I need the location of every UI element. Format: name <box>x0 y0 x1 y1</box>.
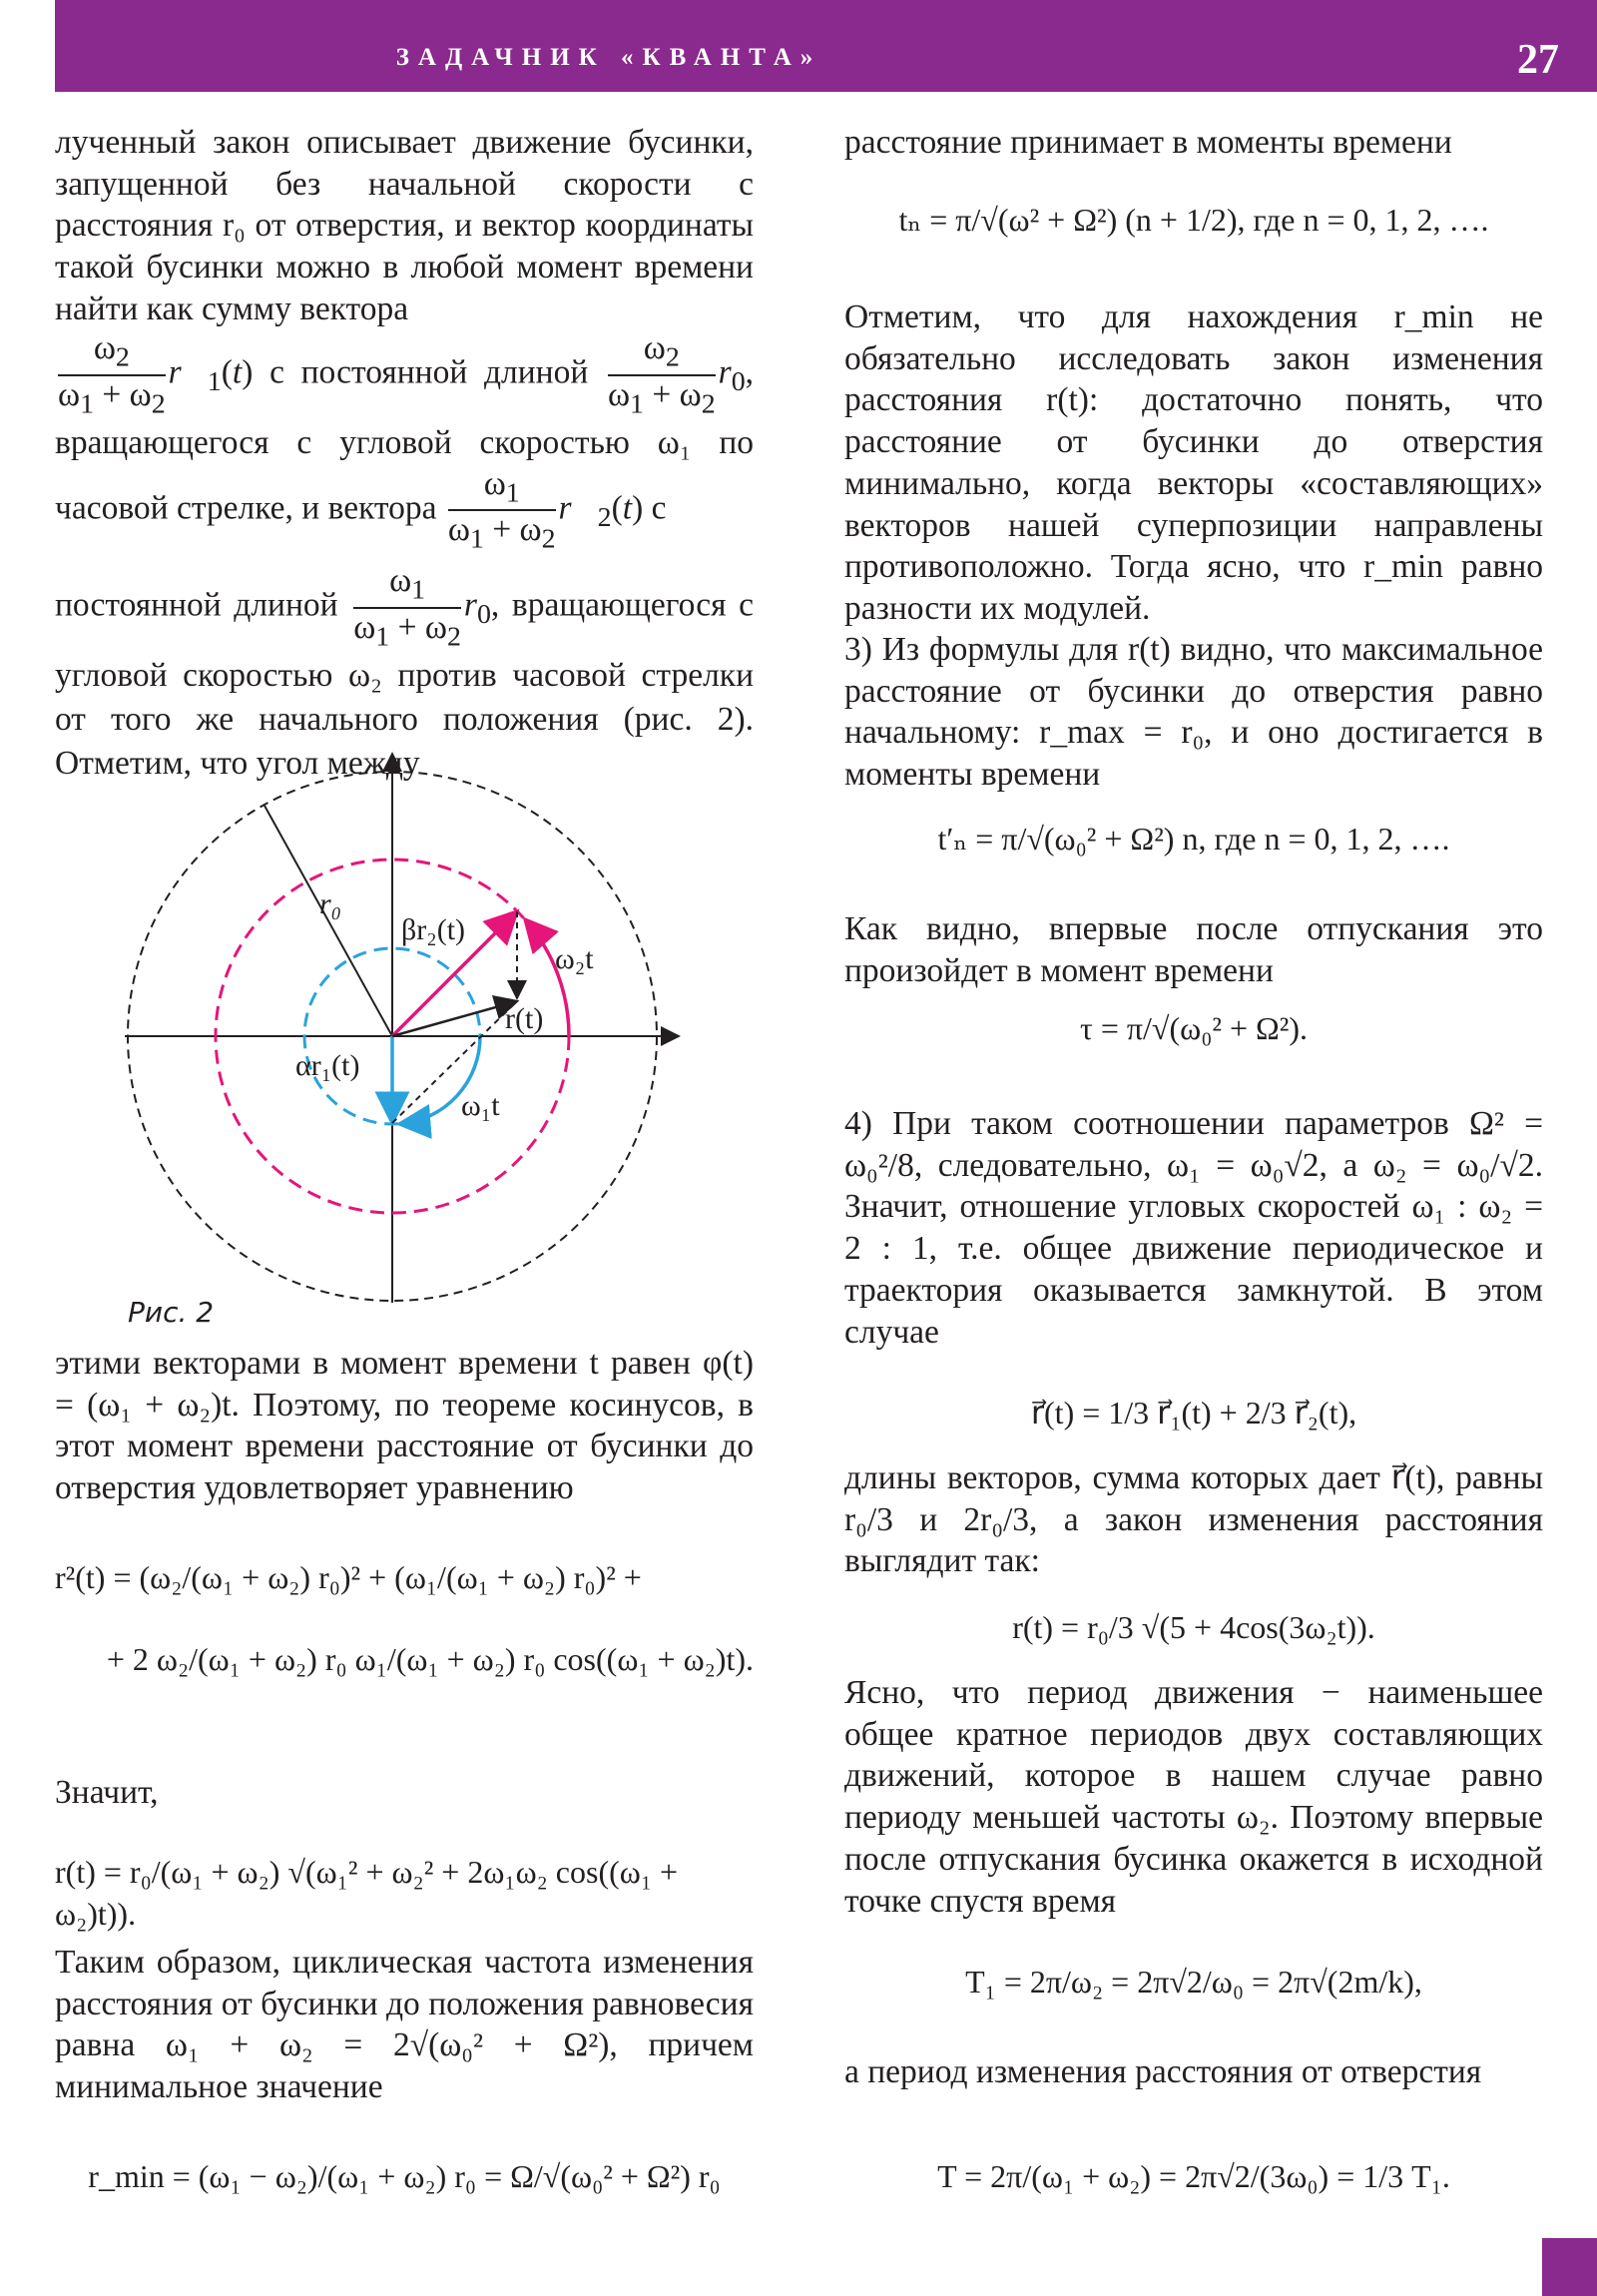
equation-T: T = 2π/(ω₁ + ω₂) = 2π√2/(3ω₀) = 1/3 T₁. <box>937 2158 1450 2194</box>
right-para-4: Как видно, впервые после отпускания это произойдет в момент времени <box>844 910 1543 989</box>
left-text-rotating: вращающегося с угловой скоростью ω₁ по часовой стрелке, и вектора <box>55 423 754 527</box>
left-text-const-len-2: постоянной длиной <box>55 586 338 624</box>
right-para-5: 4) При таком соотношении параметров Ω² = ω₀²/8, следовательно, ω₁ = ω₀√2, а ω₂ = ω₀/√2. Значит, отношение угловых скоростей ω₁ : ω₂ = 2 : 1, т.е. общее движение периодическое и траектория оказывается замкнутой. В этом случае <box>844 1105 1543 1351</box>
r0-radius <box>265 806 392 1036</box>
equation-t-n: tₙ = π/√(ω² + Ω²) (n + 1/2), где n = 0, 1, 2, …. <box>898 202 1489 238</box>
frac-w2-over-sum: $\frac{\omega_2}{\omega_1 + \omega_2}$ <box>58 329 166 420</box>
right-para-6: длины векторов, сумма которых дает r⃗(t), равны r₀/3 и 2r₀/3, а закон изменения расстояния выглядит так: <box>844 1459 1543 1580</box>
right-para-7: Ясно, что период движения − наименьшее общее кратное периодов двух составляющих движений, которое в нашем случае равно периоду меньшей частоты ω₂. Поэтому впервые после отпускания бусинка окажется в исходной точке спустя время <box>844 1674 1543 1920</box>
equation-t-n-prime: t′ₙ = π/√(ω₀² + Ω²) n, где n = 0, 1, 2, …. <box>937 821 1450 857</box>
label-r0: r₀ <box>319 887 342 920</box>
right-para-8: а период изменения расстояния от отверстия <box>844 2053 1482 2090</box>
page-number: 27 <box>1517 37 1559 83</box>
left-para-1: лученный закон описывает движение бусинки, запущенной без начальной скорости с расстояния r₀ от отверстия, и вектор координаты такой бусинки можно в любой момент времени найти как сумму вектора <box>55 124 754 327</box>
equation-tau: τ = π/√(ω₀² + Ω²). <box>1079 1010 1309 1046</box>
equation-r-closed: r(t) = r₀/3 √(5 + 4cos(3ω₂t)). <box>1012 1609 1375 1645</box>
right-para-1: расстояние принимает в моменты времени <box>844 124 1452 161</box>
label-rt: r(t) <box>505 1002 544 1035</box>
left-text-const-len: с постоянной длиной <box>269 353 589 391</box>
left-text-angle-intro: , вращающегося с угловой скоростью ω₂ против часовой стрелки от того же начального положения (рис. 2). Отметим, что угол между <box>55 586 754 782</box>
figure-2-diagram <box>110 744 689 1313</box>
equation-r-min: r_min = (ω₁ − ω₂)/(ω₁ + ω₂) r₀ = Ω/√(ω₀² + Ω²) r₀ <box>88 2158 721 2194</box>
running-header <box>55 0 1597 92</box>
left-column <box>55 122 754 330</box>
label-omega2t: ω₂t <box>555 942 594 975</box>
equation-T1: T₁ = 2π/ω₂ = 2π√2/ω₀ = 2π√(2m/k), <box>965 1964 1422 2000</box>
right-para-3: 3) Из формулы для r(t) видно, что максимальное расстояние от бусинки до отверстия равно начальному: r_max = r₀, и оно достигается в моменты времени <box>844 631 1543 794</box>
equation-r-squared-line1: r²(t) = (ω₂/(ω₁ + ω₂) r₀)² + (ω₁/(ω₁ + ω₂) r₀)² + <box>55 1559 642 1595</box>
equation-r-vector: r⃗(t) = 1/3 r⃗₁(t) + 2/3 r⃗₂(t), <box>1030 1395 1357 1431</box>
left-para-2: этими векторами в момент времени t равен φ(t) = (ω₁ + ω₂)t. Поэтому, по теореме косинусов, в этот момент времени расстояние от бусинки до отверстия удовлетворяет уравнению <box>55 1345 754 1507</box>
left-znachit: Значит, <box>55 1774 159 1811</box>
journal-title: ЗАДАЧНИК «КВАНТА» <box>395 44 822 71</box>
page-corner-tab <box>1542 2238 1597 2296</box>
left-para-3: Таким образом, циклическая частота изменения расстояния от бусинки до положения равновесия равна ω₁ + ω₂ = 2√(ω₀² + Ω²), причем минимальное значение <box>55 1944 754 2106</box>
left-vectors-block: $\frac{\omega_2}{\omega_1 + \omega_2}$ $r⃗_1(t)$ с постоянной длиной $\frac{\omega_2}{\omega_1 + \omega_2}$ $r_0$, вращающегося с угловой скоростью ω₁ по часовой стрелке, и вектора $\frac{\omega_1}{\omega_1 + \omega_2}$ $r⃗_2(t)$ с постоянной длиной $\frac{\omega_1}{\omega_1 + \omega_2}$ $r_0$, вращающегося с угловой скоростью ω₂ против часовой стрелки от того же начального положения (рис. 2). Отметим, что угол между <box>55 329 755 782</box>
label-omega1t: ω₁t <box>461 1089 500 1122</box>
label-alpha-r1: αr₁(t) <box>295 1049 360 1082</box>
equation-r-squared-line2: + 2 ω₂/(ω₁ + ω₂) r₀ ω₁/(ω₁ + ω₂) r₀ cos((ω₁ + ω₂)t). <box>106 1640 754 1677</box>
label-beta-r2: βr₂(t) <box>401 913 466 946</box>
figure-caption: Рис. 2 <box>128 1296 215 1329</box>
equation-r-of-t: r(t) = r₀/(ω₁ + ω₂) √(ω₁² + ω₂² + 2ω₁ω₂ cos((ω₁ + ω₂)t)). <box>55 1854 679 1932</box>
right-para-2: Отметим, что для нахождения r_min не обязательно исследовать закон изменения расстояния r(t): достаточно понять, что расстояние от бусинки до отверстия минимально, когда векторы «составляющих» векторов нашей суперпозиции направлены противоположно. Тогда ясно, что r_min равно разности их модулей. <box>844 298 1543 627</box>
